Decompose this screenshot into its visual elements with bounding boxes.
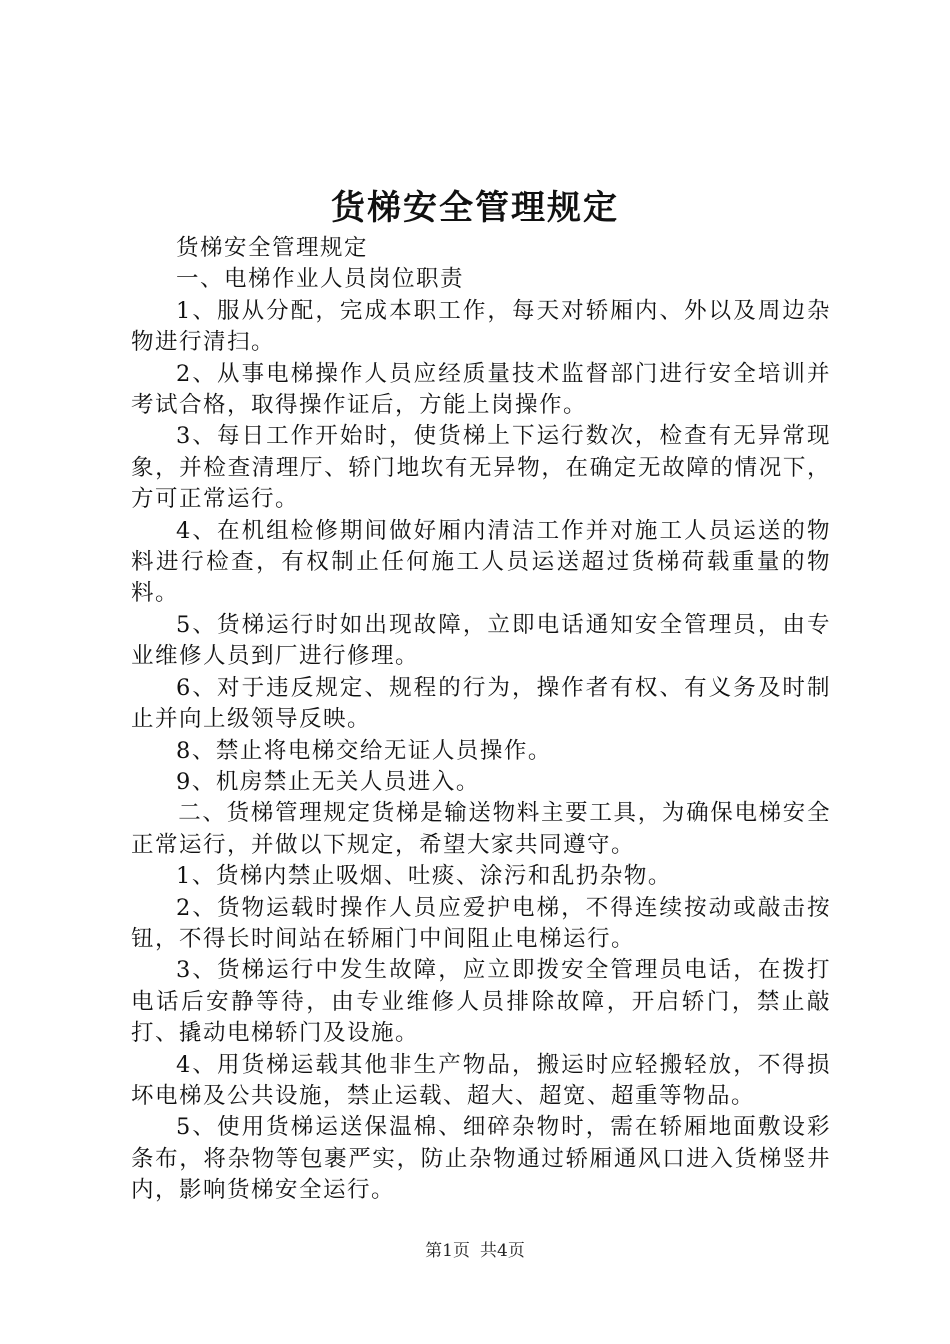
paragraph-item: 5、使用货梯运送保温棉、细碎杂物时，需在轿厢地面敷设彩条布，将杂物等包裹严实，防止杂物通过轿厢通风口进入货梯竖井内，影响货梯安全运行。 <box>131 1114 831 1204</box>
page-footer <box>0 1240 950 1262</box>
paragraph-item: 4、在机组检修期间做好厢内清洁工作并对施工人员运送的物料进行检查，有权制止任何施工人员运送超过货梯荷载重量的物料。 <box>131 517 831 607</box>
paragraph-item: 3、每日工作开始时，使货梯上下运行数次，检查有无异常现象，并检查清理厅、轿门地坎有无异物，在确定无故障的情况下，方可正常运行。 <box>131 423 831 513</box>
document-body <box>131 233 831 1207</box>
paragraph-item: 2、从事电梯操作人员应经质量技术监督部门进行安全培训并考试合格，取得操作证后，方能上岗操作。 <box>131 360 831 419</box>
section-heading-1: 一、电梯作业人员岗位职责 <box>176 266 465 293</box>
paragraph-item: 4、用货梯运载其他非生产物品，搬运时应轻搬轻放，不得损坏电梯及公共设施，禁止运载、超大、超宽、超重等物品。 <box>131 1051 831 1109</box>
paragraph-item: 1、服从分配，完成本职工作，每天对轿厢内、外以及周边杂物进行清扫。 <box>131 297 831 356</box>
paragraph-item: 2、货物运载时操作人员应爱护电梯，不得连续按动或敲击按钮，不得长时间站在轿厢门中间阻止电梯运行。 <box>131 894 831 952</box>
paragraph-item: 9、机房禁止无关人员进入。 <box>176 768 480 795</box>
page-total: 共4页 <box>480 1241 525 1261</box>
paragraph-item: 1、货梯内禁止吸烟、吐痰、涂污和乱扔杂物。 <box>176 863 672 890</box>
paragraph-item: 8、禁止将电梯交给无证人员操作。 <box>176 737 552 764</box>
paragraph-item: 5、货梯运行时如出现故障，立即电话通知安全管理员，由专业维修人员到厂进行修理。 <box>131 611 831 670</box>
page-number: 第1页 <box>425 1241 470 1261</box>
paragraph-item: 3、货梯运行中发生故障，应立即拨安全管理员电话，在拨打电话后安静等待，由专业维修人员排除故障，开启轿门，禁止敲打、撬动电梯轿门及设施。 <box>131 957 831 1047</box>
section-heading-2: 二、货梯管理规定货梯是输送物料主要工具，为确保电梯安全正常运行，并做以下规定，希望大家共同遵守。 <box>131 800 831 858</box>
document-title: 货梯安全管理规定 <box>331 188 619 228</box>
paragraph-subtitle: 货梯安全管理规定 <box>176 235 369 261</box>
paragraph-item: 6、对于违反规定、规程的行为，操作者有权、有义务及时制止并向上级领导反映。 <box>131 674 831 733</box>
